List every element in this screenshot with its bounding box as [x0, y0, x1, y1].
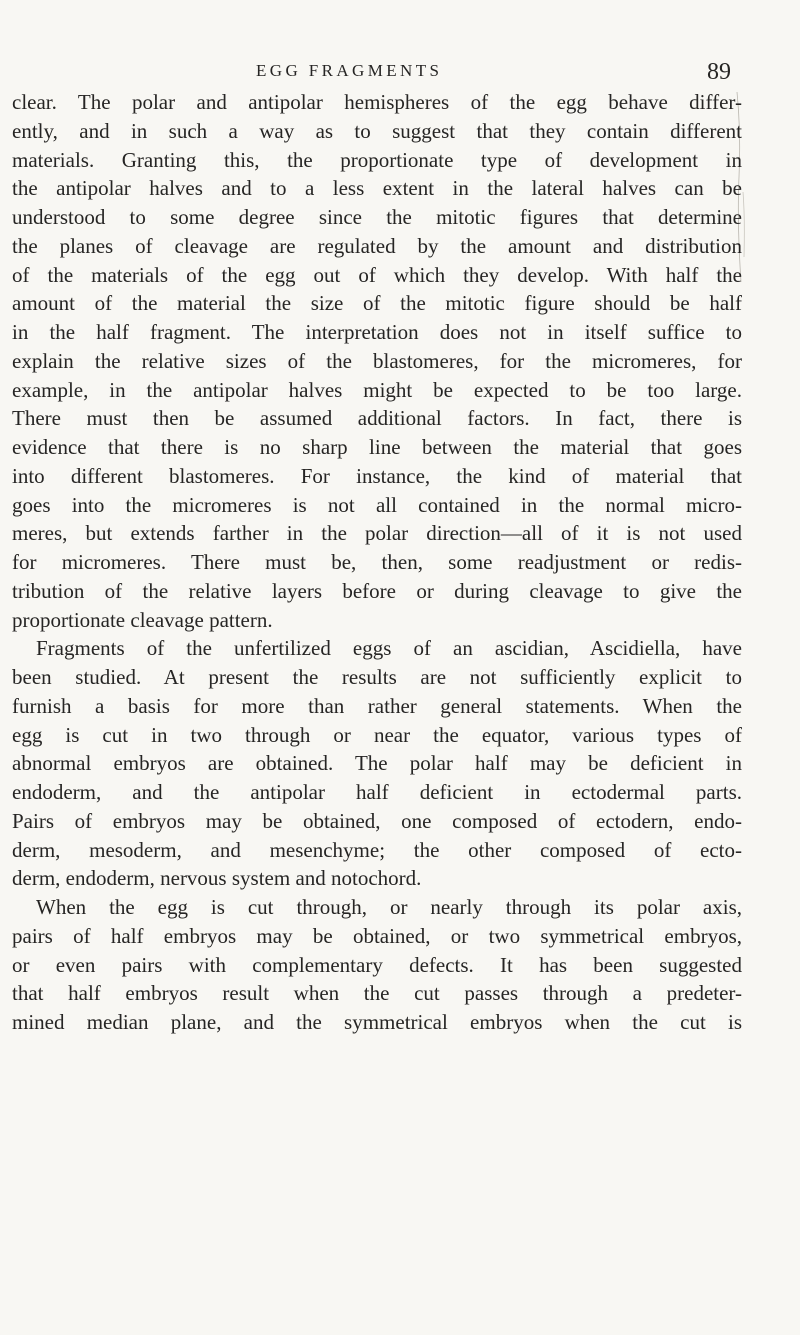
text-line-7: of the materials of the egg out of which they develop. With half the: [12, 262, 742, 287]
text-line-19: proportionate cleavage pattern.: [12, 607, 273, 632]
text-line-24: abnormal embryos are obtained. The polar half may be deficient in: [12, 751, 742, 776]
text-line-14: into different blastomeres. For instance, the kind of material that: [12, 463, 742, 488]
text-line-31: or even pairs with complementary defects. It has been suggested: [12, 952, 742, 977]
text-line-3: materials. Granting this, the proportionate type of development in: [12, 147, 742, 172]
text-line-25: endoderm, and the antipolar half deficient in ectodermal parts.: [12, 780, 742, 804]
text-line-16: meres, but extends farther in the polar direction—all of it is not used: [12, 521, 742, 546]
text-line-5: understood to some degree since the mitotic figures that determine: [12, 205, 742, 229]
text-line-11: example, in the antipolar halves might be expected to be too large.: [12, 377, 742, 402]
text-line-10: explain the relative sizes of the blastomeres, for the micromeres, for: [12, 348, 742, 373]
text-line-12: There must then be assumed additional factors. In fact, there is: [12, 406, 742, 431]
text-line-17: for micromeres. There must be, then, some readjustment or redis-: [12, 550, 742, 574]
text-line-15: goes into the micromeres is not all contained in the normal micro-: [12, 492, 742, 517]
text-line-30: pairs of half embryos may be obtained, or two symmetrical embryos,: [12, 923, 742, 948]
text-line-27: derm, mesoderm, and mesenchyme; the other composed of ecto-: [12, 837, 742, 862]
text-line-6: the planes of cleavage are regulated by the amount and distribution: [12, 233, 742, 258]
text-line-26: Pairs of embryos may be obtained, one composed of ectodern, endo-: [12, 808, 742, 833]
body-text: [12, 88, 742, 1037]
text-line-18: tribution of the relative layers before or during cleavage to give the: [12, 578, 742, 603]
text-line-20: Fragments of the unfertilized eggs of an ascidian, Ascidiella, have: [36, 636, 742, 661]
text-line-23: egg is cut in two through or near the equator, various types of: [12, 722, 742, 747]
text-line-13: evidence that there is no sharp line between the material that goes: [12, 435, 742, 459]
text-line-21: been studied. At present the results are not sufficiently explicit to: [12, 665, 742, 689]
page-number: 89: [707, 59, 731, 85]
text-line-9: in the half fragment. The interpretation does not in itself suffice to: [12, 320, 742, 344]
text-line-29: When the egg is cut through, or nearly through its polar axis,: [36, 895, 742, 919]
text-line-32: that half embryos result when the cut passes through a predeter-: [12, 981, 742, 1006]
text-line-1: clear. The polar and antipolar hemispheres of the egg behave differ-: [12, 90, 742, 114]
text-line-22: furnish a basis for more than rather general statements. When the: [12, 693, 742, 718]
text-line-33: mined median plane, and the symmetrical embryos when the cut is: [12, 1010, 742, 1034]
text-line-4: the antipolar halves and to a less extent in the lateral halves can be: [12, 176, 742, 201]
text-line-8: amount of the material the size of the mitotic figure should be half: [12, 291, 742, 316]
running-title: EGG FRAGMENTS: [256, 61, 443, 80]
text-line-28: derm, endoderm, nervous system and notochord.: [12, 866, 422, 891]
text-line-2: ently, and in such a way as to suggest that they contain different: [12, 118, 742, 143]
